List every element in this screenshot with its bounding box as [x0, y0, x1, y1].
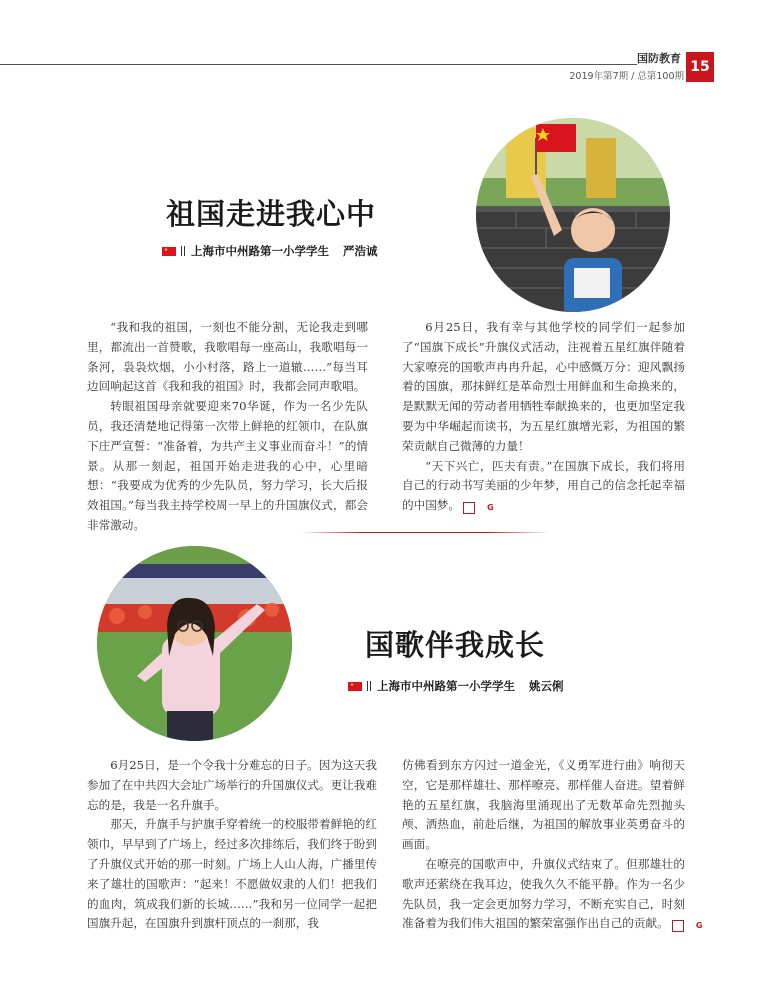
article2-column-left — [87, 756, 377, 934]
page-number: 15 — [686, 52, 714, 82]
china-flag-icon — [162, 247, 176, 256]
header-rule — [0, 64, 637, 65]
article1-paragraph: 转眼祖国母亲就要迎来70华诞，作为一名少先队员，我还清楚地记得第一次带上鲜艳的红领巾，在队旗下庄严宣誓：“准备着，为共产主义事业而奋斗！”的情景。从那一刻起，祖国开始走进我的心中，心里暗想：“我要成为优秀的少先队员，努力学习，长大后报效祖国。”每当我主持学校周一早上的升国旗仪式，都会非常激动。 — [87, 399, 368, 532]
article2-column-right — [402, 756, 703, 934]
photo-boy-with-flag — [476, 118, 670, 312]
article2-paragraph: 那天，升旗手与护旗手穿着统一的校服带着鲜艳的红领巾，早早到了广场上，经过多次排练后，我们终于盼到了升旗仪式开始的那一时刻。广场上人山人海，广播里传来了雄壮的国歌声：“起来！不愿做奴隶的人们！把我们的血肉，筑成我们新的长城……”我和另一位同学一起把国旗升起，在国旗升到旗杆顶点的一刹那，我 — [87, 817, 377, 931]
article1-column-left — [87, 318, 368, 536]
china-flag-icon — [348, 682, 362, 691]
magazine-name: 国防教育 — [637, 52, 681, 65]
section-divider — [300, 532, 550, 533]
separator-icon — [181, 246, 185, 256]
article1-school: 上海市中州路第一小学学生 — [191, 244, 329, 258]
article2-paragraph: 6月25日，是一个令我十分难忘的日子。因为这天我参加了在中共四大会址广场举行的升国旗仪式。更让我难忘的是，我是一名升旗手。 — [87, 758, 377, 812]
article1-paragraph: 6月25日，我有幸与其他学校的同学们一起参加了“国旗下成长”升旗仪式活动，注视着五星红旗伴随着大家嘹亮的国歌声冉冉升起，心中感慨万分：迎风飘扬着的国旗，那抹鲜红是革命烈士用鲜血和生命换来的，是默默无闻的劳动者用牺牲奉献换来的，也更加坚定我要为中华崛起而读书，为五星红旗增光彩，为祖国的繁荣贡献自己微薄的力量！ — [402, 320, 685, 453]
article1-title: 祖国走进我心中 — [166, 197, 377, 231]
photo-girl-in-garden — [97, 546, 292, 741]
article1-author: 严浩诚 — [343, 244, 378, 258]
article1-paragraph: “天下兴亡，匹夫有责。”在国旗下成长，我们将用自己的行动书写美丽的少年梦，用自己的信念托起幸福的中国梦。 G — [402, 458, 685, 513]
article2-paragraph: 在嘹亮的国歌声中，升旗仪式结束了。但那雄壮的歌声还萦绕在我耳边，使我久久不能平静。作为一名少先队员，我一定会更加努力学习，不断充实自己，时刻准备着为我们伟大祖国的繁荣富强作出自己的贡献。 G — [402, 856, 703, 931]
article2-title: 国歌伴我成长 — [365, 628, 546, 662]
article2-school: 上海市中州路第一小学学生 — [377, 679, 515, 693]
article1-column-right — [402, 318, 685, 516]
article2-author: 姚云俐 — [529, 679, 564, 693]
article2-byline — [348, 678, 564, 694]
issue-info: 2019年第7期 / 总第100期 — [569, 71, 684, 82]
end-mark-icon: G — [463, 502, 475, 514]
article2-paragraph: 仿佛看到东方闪过一道金光，《义勇军进行曲》响彻天空，它是那样雄壮、那样嘹亮、那样催人奋进。望着鲜艳的五星红旗，我脑海里涌现出了无数革命先烈抛头颅、洒热血，前赴后继，为祖国的解放事业英勇奋斗的画面。 — [402, 758, 685, 852]
article1-paragraph: “我和我的祖国，一刻也不能分割，无论我走到哪里，都流出一首赞歌，我歌唱每一座高山，我歌唱每一条河，袅袅炊烟，小小村落，路上一道辙……”每当耳边回响起这首《我和我的祖国》时，我都会同声歌唱。 — [87, 320, 368, 394]
end-mark-icon: G — [672, 920, 684, 932]
article1-byline — [162, 243, 378, 259]
separator-icon — [367, 681, 371, 691]
